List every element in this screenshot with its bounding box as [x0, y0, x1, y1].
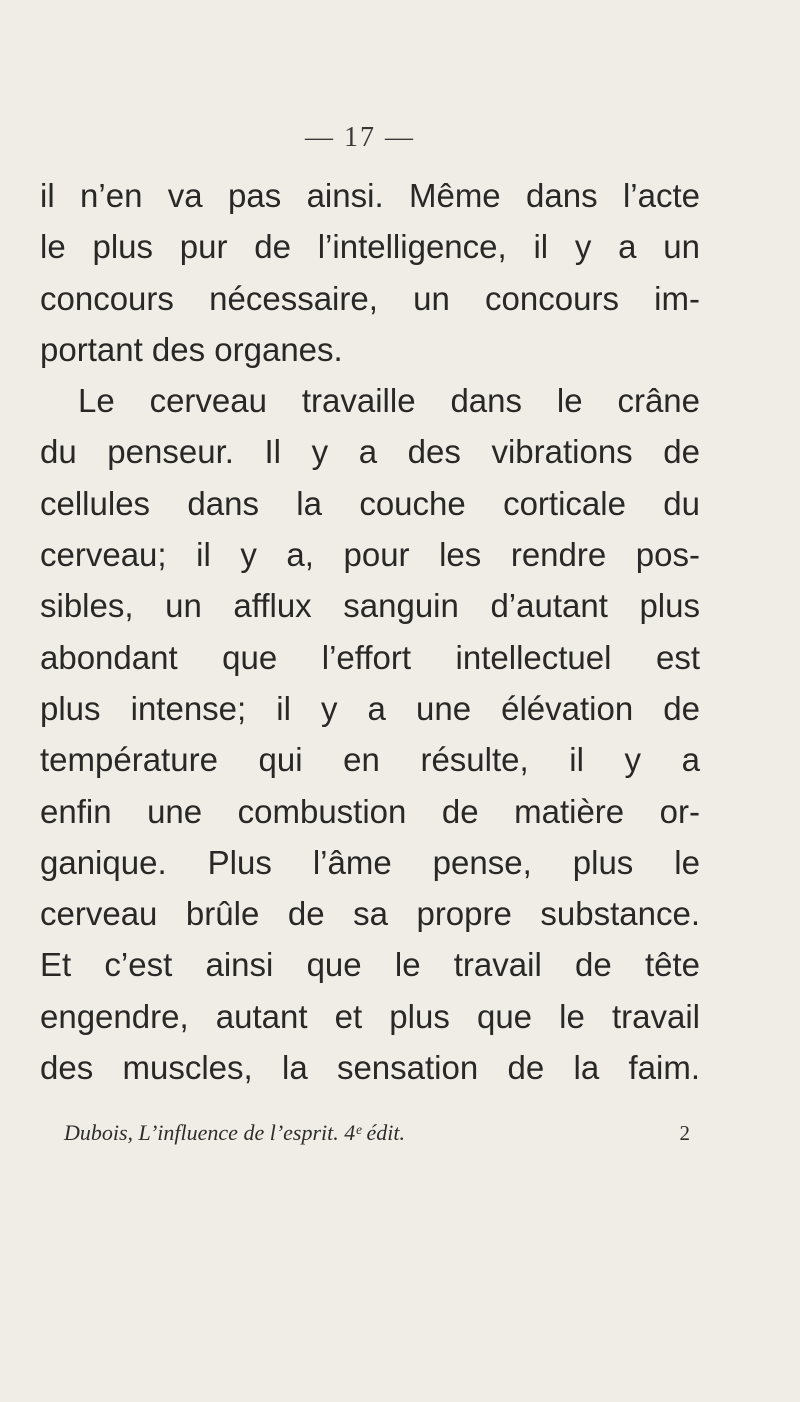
text-line: Et c’est ainsi que le travail de tête	[40, 946, 700, 984]
page-number: — 17 —	[305, 122, 415, 153]
text-line: plus intense; il y a une élévation de	[40, 689, 700, 727]
footer-citation: Dubois, L’influence de l’esprit. 4ᵉ édit.	[64, 1120, 406, 1145]
signature-mark: 2	[679, 1121, 690, 1145]
text-line: du penseur. Il y a des vibrations de	[40, 433, 700, 471]
text-line: sibles, un afflux sanguin d’autant plus	[40, 587, 700, 625]
body-text	[40, 170, 700, 1093]
text-line: cerveau; il y a, pour les rendre pos-	[40, 536, 700, 574]
text-line: cerveau brûle de sa propre substance.	[40, 895, 700, 933]
text-line: ganique. Plus l’âme pense, plus le	[40, 843, 700, 881]
text-line: cellules dans la couche corticale du	[40, 484, 700, 522]
text-line: il n’en va pas ainsi. Même dans l’acte	[40, 177, 700, 214]
text-line: concours nécessaire, un concours im-	[40, 279, 700, 317]
text-line: Le cerveau travaille dans le crâne	[78, 382, 700, 420]
text-line: abondant que l’effort intellectuel est	[40, 638, 700, 676]
text-line: température qui en résulte, il y a	[40, 741, 700, 779]
text-line: des muscles, la sensation de la faim.	[40, 1049, 700, 1087]
text-line: le plus pur de l’intelligence, il y a un	[40, 228, 700, 266]
page-footer	[64, 1120, 690, 1146]
text-line: engendre, autant et plus que le travail	[40, 997, 700, 1035]
text-line: portant des organes.	[40, 330, 343, 368]
text-line: enfin une combustion de matière or-	[40, 792, 700, 830]
